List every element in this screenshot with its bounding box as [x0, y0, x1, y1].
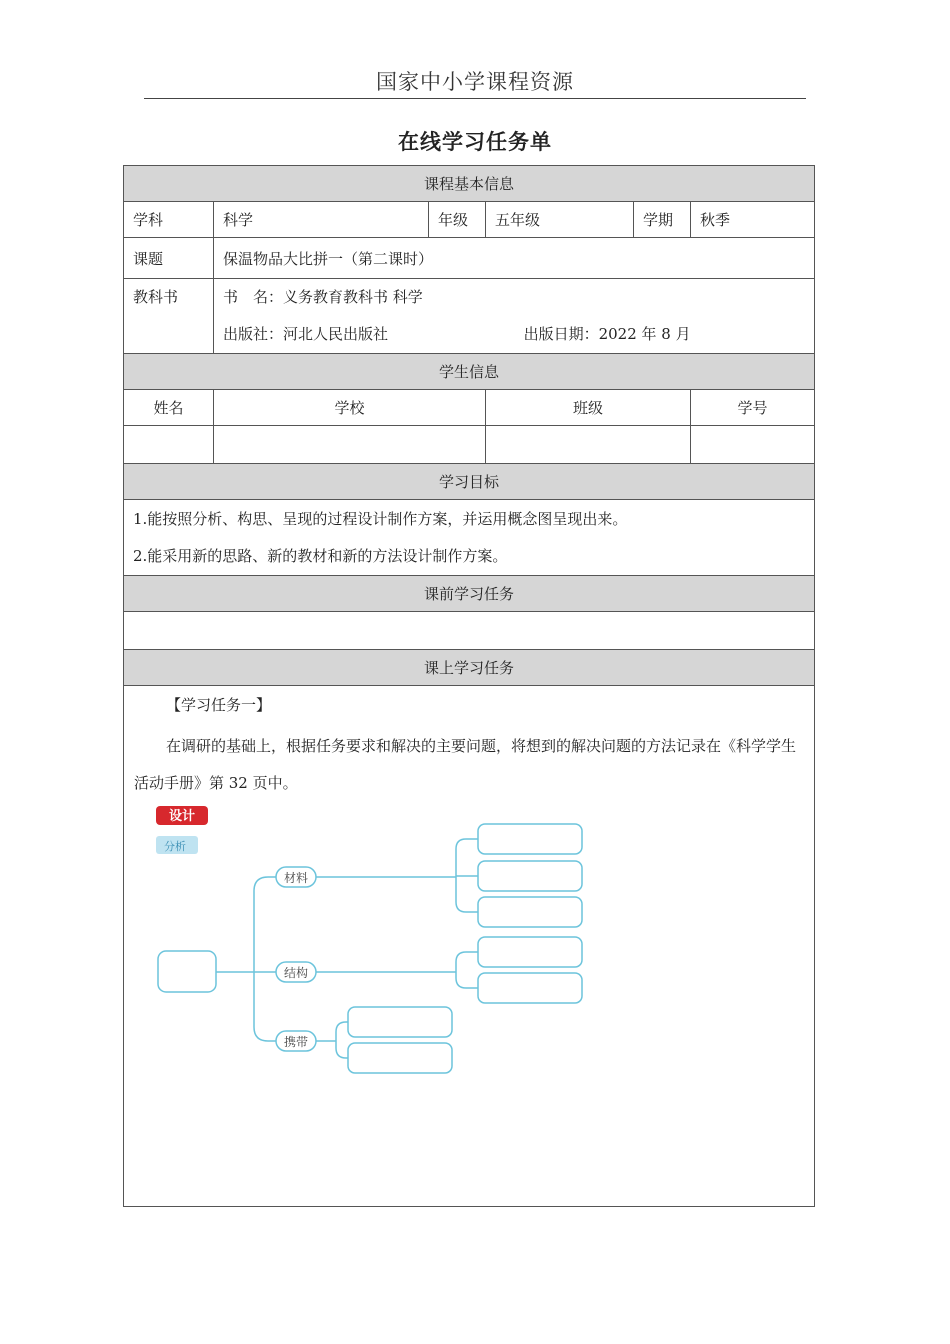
- textbook-publisher: 出版社：河北人民出版社: [223, 325, 389, 343]
- carry-answer-box-2[interactable]: [348, 1043, 452, 1073]
- branch-carry-label: 携带: [283, 1035, 309, 1049]
- topic-label: 课题: [124, 238, 214, 279]
- branch-material: [276, 867, 316, 887]
- section-course-info: 课程基本信息: [124, 166, 815, 202]
- branch-material-lines: [316, 839, 478, 912]
- source-header: 国家中小学课程资源: [376, 70, 574, 94]
- subject-value: 科学: [214, 202, 429, 238]
- branch-structure-lines: [316, 952, 478, 988]
- goal-item-1: 1.能按照分析、构思、呈现的过程设计制作方案，并运用概念图呈现出来。: [133, 509, 628, 528]
- textbook-book-name: 书 名：义务教育教科书 科学: [223, 288, 423, 306]
- section-student-info: 学生信息: [124, 354, 815, 390]
- task-heading: 【学习任务一】: [166, 696, 272, 714]
- grade-label: 年级: [429, 202, 486, 238]
- branch-material-label: 材料: [283, 871, 309, 885]
- textbook-label-text: 教科书: [133, 288, 179, 306]
- col-class: 班级: [486, 390, 691, 426]
- section-pre-class: 课前学习任务: [124, 576, 815, 612]
- main-trunk: [254, 877, 276, 1041]
- col-name: 姓名: [124, 390, 214, 426]
- pre-class-content[interactable]: [124, 612, 815, 650]
- textbook-publish-row: [223, 316, 805, 353]
- carry-answer-box-1[interactable]: [348, 1007, 452, 1037]
- branch-structure-label: 结构: [283, 966, 309, 980]
- task-sheet-table: [123, 165, 815, 1207]
- material-answer-box-2[interactable]: [478, 861, 582, 891]
- student-id-input-cell[interactable]: [691, 426, 815, 464]
- branch-structure: [276, 962, 316, 982]
- goal-item-2: 2.能采用新的思路、新的教材和新的方法设计制作方案。: [133, 546, 508, 565]
- in-class-content: [124, 686, 815, 1207]
- material-answer-box-3[interactable]: [478, 897, 582, 927]
- branch-carry: [276, 1031, 316, 1051]
- badge-analysis: [156, 836, 198, 854]
- structure-answer-box-1[interactable]: [478, 937, 582, 967]
- header-divider: [144, 98, 806, 99]
- structure-answer-box-2[interactable]: [478, 973, 582, 1003]
- task-description: 在调研的基础上，根据任务要求和解决的主要问题，将想到的解决问题的方法记录在《科学学生活动手册》第 32 页中。: [134, 737, 797, 792]
- concept-map-diagram: [124, 806, 815, 1086]
- answer-boxes: [348, 824, 582, 1073]
- grade-value: 五年级: [486, 202, 634, 238]
- school-input-cell[interactable]: [214, 426, 486, 464]
- page-title: 在线学习任务单: [398, 129, 552, 154]
- name-input-cell[interactable]: [124, 426, 214, 464]
- col-school: 学校: [214, 390, 486, 426]
- col-student-id: 学号: [691, 390, 815, 426]
- branch-carry-lines: [316, 1022, 348, 1058]
- subject-label: 学科: [124, 202, 214, 238]
- term-value: 秋季: [691, 202, 815, 238]
- material-answer-box-1[interactable]: [478, 824, 582, 854]
- textbook-label: [124, 279, 214, 354]
- section-in-class: 课上学习任务: [124, 650, 815, 686]
- textbook-publish-date: 出版日期：2022 年 8 月: [523, 325, 691, 343]
- topic-value: 保温物品大比拼一（第二课时）: [214, 238, 815, 279]
- section-goals: 学习目标: [124, 464, 815, 500]
- badge-design: [156, 806, 208, 825]
- badge-analysis-text: 分析: [164, 840, 186, 853]
- class-input-cell[interactable]: [486, 426, 691, 464]
- badge-design-text: 设计: [168, 809, 196, 824]
- term-label: 学期: [634, 202, 691, 238]
- goals-content: [124, 500, 815, 576]
- root-node[interactable]: [158, 951, 216, 992]
- textbook-details: [214, 279, 815, 354]
